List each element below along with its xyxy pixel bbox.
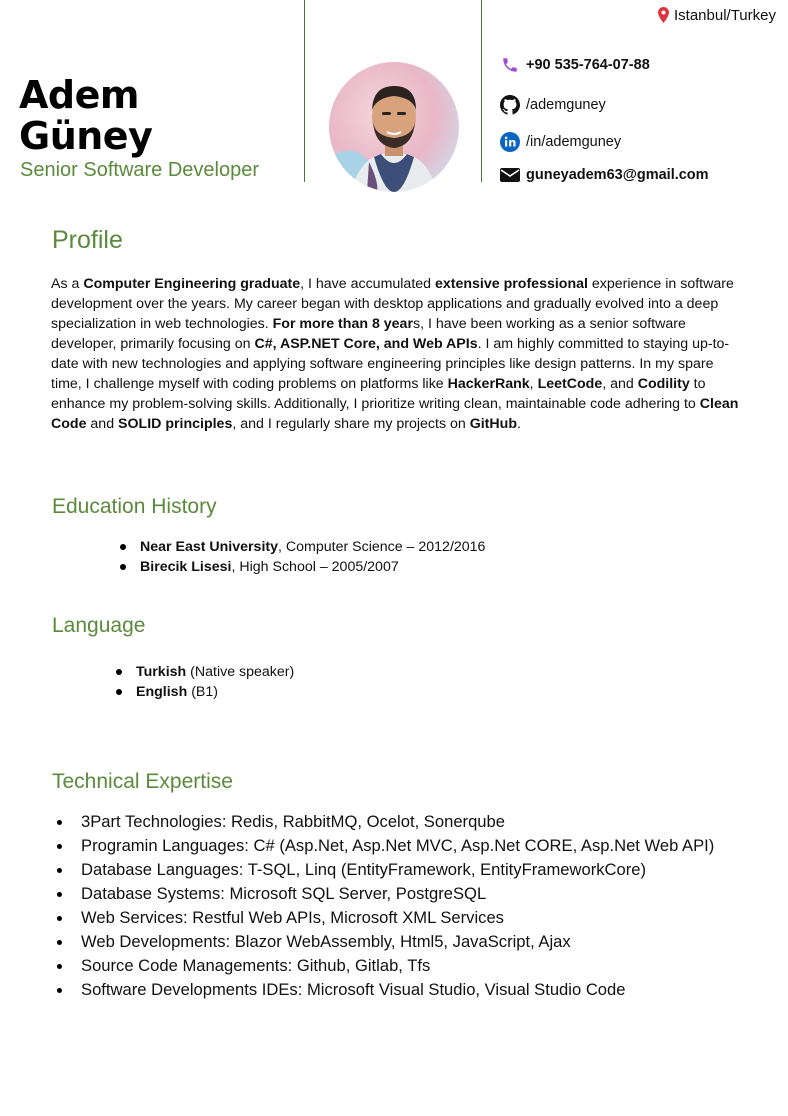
technical-list bbox=[51, 810, 714, 1002]
profile-highlight: Computer Engineering graduate bbox=[83, 276, 301, 292]
language-name: Turkish bbox=[136, 664, 187, 680]
job-title: Senior Software Developer bbox=[20, 159, 260, 181]
profile-highlight: Codility bbox=[637, 376, 690, 392]
profile-highlight: LeetCode bbox=[537, 376, 603, 392]
profile-text-run: As a bbox=[51, 276, 84, 292]
technical-item: Programin Languages: C# (Asp.Net, Asp.Net MVC, Asp.Net CORE, Asp.Net Web API) bbox=[51, 834, 714, 858]
school-detail: , Computer Science – 2012/2016 bbox=[278, 539, 486, 555]
profile-text-run: , and bbox=[602, 376, 638, 392]
technical-item: Database Languages: T-SQL, Linq (EntityFramework, EntityFrameworkCore) bbox=[51, 858, 714, 882]
profile-highlight: HackerRank bbox=[447, 376, 530, 392]
profile-text-run: , and I regularly share my projects on bbox=[232, 416, 470, 432]
technical-item: Web Services: Restful Web APIs, Microsoft XML Services bbox=[51, 906, 714, 930]
profile-heading: Profile bbox=[52, 226, 123, 254]
language-item bbox=[112, 682, 294, 702]
linkedin-link[interactable] bbox=[500, 131, 621, 153]
school-name: Near East University bbox=[140, 539, 279, 555]
education-item bbox=[116, 537, 485, 557]
technical-item: Source Code Managements: Github, Gitlab, Tfs bbox=[51, 954, 714, 978]
profile-text-run: experience in software development over the years. My career began with desktop applications and gradually evolved into a deep specialization in web technologies. bbox=[51, 276, 734, 332]
education-heading: Education History bbox=[52, 495, 217, 518]
profile-text-run: , bbox=[529, 376, 538, 392]
linkedin-handle: /in/ademguney bbox=[526, 134, 622, 150]
technical-item: 3Part Technologies: Redis, RabbitMQ, Ocelot, Sonerqube bbox=[51, 810, 714, 834]
last-name: Güney bbox=[19, 114, 153, 158]
language-list bbox=[112, 662, 294, 702]
school-name: Birecik Lisesi bbox=[140, 559, 232, 575]
linkedin-icon bbox=[500, 132, 520, 152]
technical-item: Database Systems: Microsoft SQL Server, PostgreSQL bbox=[51, 882, 714, 906]
technical-item: Web Developments: Blazor WebAssembly, Html5, JavaScript, Ajax bbox=[51, 930, 714, 954]
language-item bbox=[112, 662, 294, 682]
profile-highlight: GitHub bbox=[469, 416, 517, 432]
technical-item: Software Developments IDEs: Microsoft Visual Studio, Visual Studio Code bbox=[51, 978, 714, 1002]
profile-text-run: to enhance my problem-solving skills. Additionally, I prioritize writing clean, maintainable code adhering to bbox=[51, 376, 706, 412]
profile-text-run: and bbox=[86, 416, 119, 432]
first-name: Adem bbox=[19, 73, 139, 117]
profile-text-run: , I have accumulated bbox=[300, 276, 435, 292]
location-pin-icon bbox=[656, 5, 670, 25]
profile-highlight: extensive professional bbox=[434, 276, 588, 292]
profile-highlight: C#, ASP.NET Core, and Web APIs bbox=[254, 336, 478, 352]
language-name: English bbox=[136, 684, 188, 700]
phone[interactable] bbox=[500, 54, 650, 76]
profile-highlight: For more than 8 year bbox=[272, 316, 413, 332]
location-text: Istanbul/Turkey bbox=[674, 6, 776, 24]
profile-text-run: . I am highly committed to staying up-to-date with new technologies and applying software engineering principles like design patterns. In my spare time, I challenge myself with coding problems on platforms like bbox=[51, 336, 730, 392]
profile-paragraph bbox=[51, 274, 741, 434]
profile-highlight: Clean Code bbox=[51, 396, 739, 432]
github-icon bbox=[500, 95, 520, 115]
profile-photo bbox=[329, 62, 459, 192]
github-handle: /ademguney bbox=[526, 97, 606, 113]
profile-text-run: . bbox=[516, 416, 521, 432]
phone-icon bbox=[500, 55, 520, 75]
education-list bbox=[116, 537, 485, 577]
email-address: guneyadem63@gmail.com bbox=[526, 167, 709, 183]
phone-number: +90 535-764-07-88 bbox=[526, 57, 650, 73]
github-link[interactable] bbox=[500, 94, 606, 116]
profile-highlight: SOLID principles bbox=[118, 416, 233, 432]
envelope-icon bbox=[500, 165, 520, 185]
profile-text-run: s, I have been working as a senior software developer, primarily focusing on bbox=[51, 316, 686, 352]
school-detail: , High School – 2005/2007 bbox=[231, 559, 399, 575]
header-divider-left bbox=[304, 0, 305, 182]
language-level: (B1) bbox=[187, 684, 218, 700]
avatar bbox=[329, 62, 459, 192]
header-divider-right bbox=[481, 0, 482, 182]
language-level: (Native speaker) bbox=[186, 664, 295, 680]
education-item bbox=[116, 557, 485, 577]
language-heading: Language bbox=[52, 614, 146, 637]
email-link[interactable] bbox=[500, 164, 709, 186]
technical-heading: Technical Expertise bbox=[52, 770, 233, 793]
location bbox=[656, 4, 776, 26]
